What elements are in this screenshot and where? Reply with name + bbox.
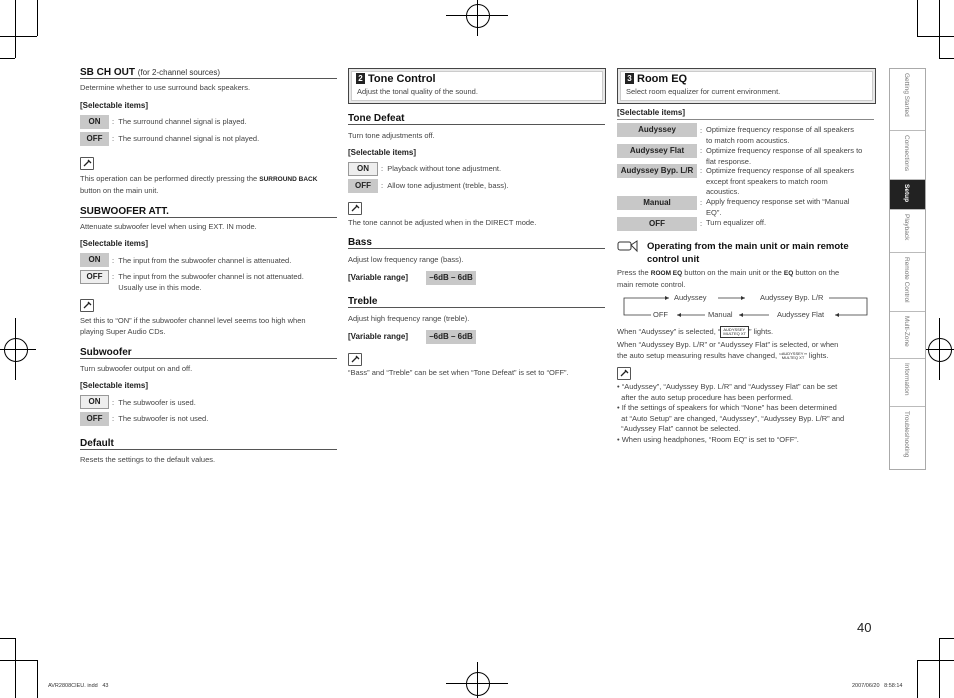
off-chip: OFF xyxy=(348,179,378,193)
on-description: : The subwoofer is used. xyxy=(112,398,196,407)
off-description: : The surround channel signal is not played. xyxy=(112,134,260,143)
bass-heading: Bass xyxy=(348,237,372,248)
on-chip: ON xyxy=(348,162,378,176)
tab-remote-control[interactable]: Remote Control xyxy=(890,253,925,312)
subwoofer-att-note: Set this to “ON” if the subwoofer channel level seems too high when playing Super Audio CDs. xyxy=(80,316,306,336)
on-description: : The surround channel signal is played. xyxy=(112,117,247,126)
selectable-items-label: [Selectable items] xyxy=(617,108,686,117)
off-description: : Allow tone adjustment (treble, bass). xyxy=(381,181,509,190)
flow-audyssey: Audyssey xyxy=(674,293,707,302)
footer-filename: AVR2808CIEU. indd 43 xyxy=(48,683,109,689)
audyssey-chip: Audyssey xyxy=(617,123,697,137)
off-description: : The subwoofer is not used. xyxy=(112,414,209,423)
tab-connections[interactable]: Connections xyxy=(890,131,925,180)
note-icon xyxy=(348,353,362,366)
audyssey-description: Optimize frequency response of all speakers to match room acoustics. xyxy=(706,125,854,145)
audyssey-byp-description: Optimize frequency response of all speakers except front speakers to match room acoustics. xyxy=(706,166,854,196)
treble-range-chip: –6dB – 6dB xyxy=(426,330,476,344)
tab-information[interactable]: Information xyxy=(890,359,925,407)
off-description: Turn equalizer off. xyxy=(706,218,767,227)
flow-audyssey-byp: Audyssey Byp. L/R xyxy=(760,293,824,302)
selectable-items-label: [Selectable items] xyxy=(348,148,417,157)
footer-date: 2007/06/20 8:58:14 xyxy=(852,683,903,689)
off-description: : The input from the subwoofer channel is not attenuated. Usually use in this mode. xyxy=(112,272,304,292)
note-icon xyxy=(348,202,362,215)
selectable-items-label: [Selectable items] xyxy=(80,101,149,110)
manual-chip: Manual xyxy=(617,196,697,210)
remote-control-icon xyxy=(617,239,639,253)
audyssey-lights-note-2: When “Audyssey Byp. L/R” or “Audyssey Flat” is selected, or when the auto setup measuring results have changed, “AUDYSSEY MULTEQ XT” lights. xyxy=(617,340,839,360)
tab-setup[interactable]: Setup xyxy=(890,180,925,210)
note-icon xyxy=(617,367,631,380)
note-icon xyxy=(80,299,94,312)
room-eq-title: 3 Room EQ xyxy=(625,73,687,85)
audyssey-flat-chip: Audyssey Flat xyxy=(617,144,697,158)
note-bullet: • “Audyssey”, “Audyssey Byp. L/R” and “Audyssey Flat” can be set after the auto setup procedure has been performed. xyxy=(617,382,838,402)
bass-treble-note: “Bass” and “Treble” can be set when “Tone Defeat” is set to “OFF”. xyxy=(348,368,569,377)
operating-heading: Operating from the main unit or main remote control unit xyxy=(647,241,849,265)
bass-range-chip: –6dB – 6dB xyxy=(426,271,476,285)
off-chip: OFF xyxy=(80,132,109,146)
variable-range-label: [Variable range] xyxy=(348,273,409,282)
off-chip: OFF xyxy=(617,217,697,231)
note-bullet: • When using headphones, “Room EQ” is set to “OFF”. xyxy=(617,434,799,444)
note-bullet: • If the settings of speakers for which “None” has been determined at “Auto Setup” are changed, “Audyssey”, “Audyssey Byp. L/R” and “Audyssey Flat” cannot be selected. xyxy=(617,403,845,433)
tab-troubleshooting[interactable]: Troubleshooting xyxy=(903,411,910,458)
room-eq-cycle-diagram xyxy=(617,290,874,324)
default-heading: Default xyxy=(80,438,114,449)
on-chip: ON xyxy=(80,115,109,129)
note-icon xyxy=(80,157,94,170)
tone-control-box xyxy=(348,68,606,104)
audyssey-multeq-logo: AUDYSSEY MULTEQ XT xyxy=(720,326,749,338)
audyssey-flat-description: Optimize frequency response of all speakers to flat response. xyxy=(706,146,863,166)
treble-description: Adjust high frequency range (treble). xyxy=(348,314,470,323)
audyssey-lights-note: When “Audyssey” is selected, “ AUDYSSEY MULTEQ XT ” lights. xyxy=(617,326,774,336)
operating-description: Press the ROOM EQ button on the main unit or the EQ button on the main remote control. xyxy=(617,268,840,289)
room-eq-description: Select room equalizer for current environment. xyxy=(626,87,781,96)
subwoofer-att-heading: SUBWOOFER ATT. xyxy=(80,206,169,217)
section-sidebar xyxy=(889,68,926,470)
tab-multi-zone[interactable]: Multi-Zone xyxy=(890,312,925,359)
tab-getting-started[interactable]: Getting Started xyxy=(890,69,925,131)
room-eq-notes xyxy=(617,382,874,445)
subwoofer-att-description: Attenuate subwoofer level when using EXT. IN mode. xyxy=(80,222,257,231)
off-chip: OFF xyxy=(80,270,109,284)
audyssey-multeq-logo: AUDYSSEY MULTEQ XT xyxy=(781,350,805,360)
manual-description: Apply frequency response set with “Manual EQ”. xyxy=(706,197,850,217)
flow-manual: Manual xyxy=(708,310,733,319)
sb-ch-out-heading: SB CH OUT (for 2-channel sources) xyxy=(80,67,221,78)
flow-audyssey-flat: Audyssey Flat xyxy=(777,310,825,319)
subwoofer-description: Turn subwoofer output on and off. xyxy=(80,364,193,373)
tab-playback[interactable]: Playback xyxy=(890,210,925,253)
audyssey-byp-chip: Audyssey Byp. L/R xyxy=(617,164,697,178)
room-eq-box xyxy=(617,68,876,104)
tone-defeat-description: Turn tone adjustments off. xyxy=(348,131,435,140)
subwoofer-heading: Subwoofer xyxy=(80,347,132,358)
page-number: 40 xyxy=(857,620,872,635)
tone-defeat-heading: Tone Defeat xyxy=(348,113,405,124)
selectable-items-label: [Selectable items] xyxy=(80,381,149,390)
on-description: : Playback without tone adjustment. xyxy=(381,164,502,173)
default-description: Resets the settings to the default values. xyxy=(80,455,216,464)
sb-ch-out-note: This operation can be performed directly pressing the SURROUND BACK button on the main unit. xyxy=(80,174,318,195)
tone-control-description: Adjust the tonal quality of the sound. xyxy=(357,87,478,96)
on-description: : The input from the subwoofer channel is attenuated. xyxy=(112,256,292,265)
on-chip: ON xyxy=(80,395,109,409)
tone-defeat-note: The tone cannot be adjusted when in the DIRECT mode. xyxy=(348,218,537,227)
bass-description: Adjust low frequency range (bass). xyxy=(348,255,464,264)
sb-ch-out-description: Determine whether to use surround back speakers. xyxy=(80,83,251,92)
treble-heading: Treble xyxy=(348,296,378,307)
flow-off: OFF xyxy=(653,310,668,319)
selectable-items-label: [Selectable items] xyxy=(80,239,149,248)
on-chip: ON xyxy=(80,253,109,267)
tone-control-title: 2 Tone Control xyxy=(356,73,436,85)
off-chip: OFF xyxy=(80,412,109,426)
variable-range-label: [Variable range] xyxy=(348,332,409,341)
